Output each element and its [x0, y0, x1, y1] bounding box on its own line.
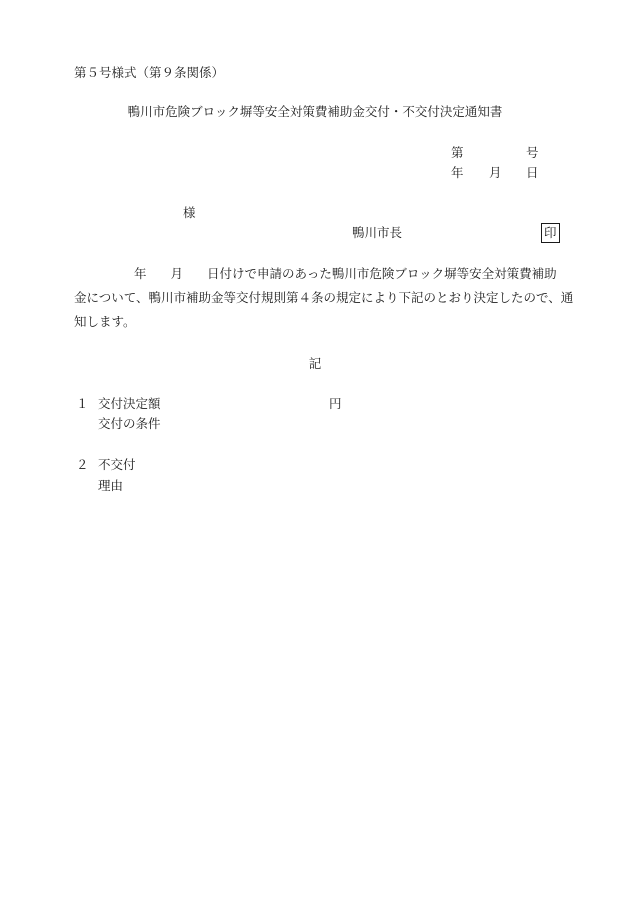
body-text-1: 日付けで申請のあった鴨川市危険ブロック塀等安全対策費補助	[207, 266, 557, 281]
issuer-title: 鴨川市長	[352, 225, 403, 240]
addressee-honorific: 様	[183, 205, 196, 220]
item-sub-label: 理由	[98, 478, 124, 493]
date-month-label: 月	[489, 165, 502, 180]
body-line-1	[74, 268, 557, 281]
item-sub-label: 交付の条件	[98, 416, 161, 431]
item-unit: 円	[329, 396, 342, 411]
form-number: 第５号様式（第９条関係）	[74, 65, 225, 80]
reference-number-suffix: 号	[526, 145, 539, 160]
item-label: 不交付	[98, 457, 136, 472]
item-number: ２	[76, 457, 89, 472]
body-month-label: 月	[170, 266, 184, 281]
reference-number-prefix: 第	[451, 145, 464, 160]
item-label: 交付決定額	[98, 396, 161, 411]
body-line-3: 知します。	[74, 314, 136, 329]
item-number: １	[76, 396, 89, 411]
body-year-label: 年	[134, 266, 147, 281]
seal-mark: 印	[541, 223, 560, 243]
document-title: 鴨川市危険ブロック塀等安全対策費補助金交付・不交付決定通知書	[127, 104, 503, 119]
section-heading: 記	[308, 356, 322, 371]
date-year-label: 年	[451, 165, 464, 180]
body-line-2: 金について、鴨川市補助金等交付規則第４条の規定により下記のとおり決定したので、通	[74, 290, 574, 305]
date-day-label: 日	[526, 165, 539, 180]
